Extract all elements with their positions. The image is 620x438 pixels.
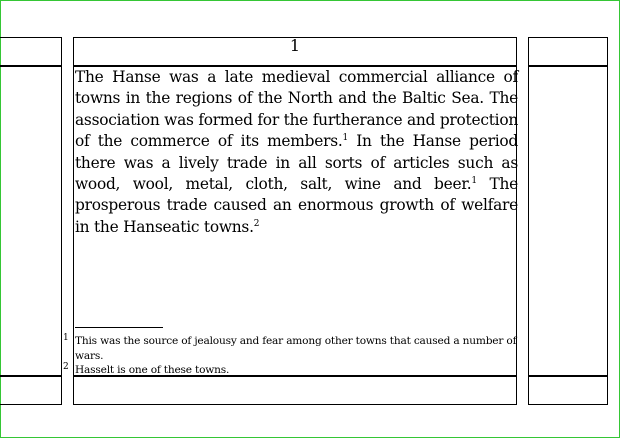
right-margin-box <box>528 37 608 405</box>
page-number: 1 <box>289 36 301 55</box>
footnote-text: Hasselt is one of these towns. <box>75 364 230 376</box>
footnote-rule <box>75 327 163 328</box>
footnote-2 <box>63 362 520 378</box>
left-margin-box <box>0 37 62 405</box>
footnote-mark: 1 <box>63 333 69 343</box>
footnote-reference[interactable]: 1 <box>342 133 348 144</box>
body-text-segment: The Hanse was a late medieval commercial alliance of towns in the regions of the North and the Baltic Sea. The association was formed for the furtherance and protection of the commerce of its members. <box>75 68 518 151</box>
left-margin-header-rule <box>0 65 61 67</box>
footnote-reference[interactable]: 1 <box>471 176 477 187</box>
right-margin-footer-rule <box>528 375 608 377</box>
body-text-segment: In the Hanse period there was a lively trade in all sorts of articles such as wood, wool, metal, cloth, salt, wine and beer. <box>75 132 518 194</box>
body-text-segment: The prosperous trade caused an enormous growth of welfare in the Hanseatic towns. <box>75 175 518 236</box>
footnote-1 <box>63 333 520 363</box>
footnote-reference[interactable]: 2 <box>253 218 260 229</box>
footnote-mark: 2 <box>63 362 69 372</box>
body-paragraph <box>75 67 518 238</box>
footnote-text: This was the source of jealousy and fear among other towns that caused a number of wars. <box>75 335 517 362</box>
left-margin-footer-rule <box>0 375 61 377</box>
right-margin-header-rule <box>528 65 608 67</box>
